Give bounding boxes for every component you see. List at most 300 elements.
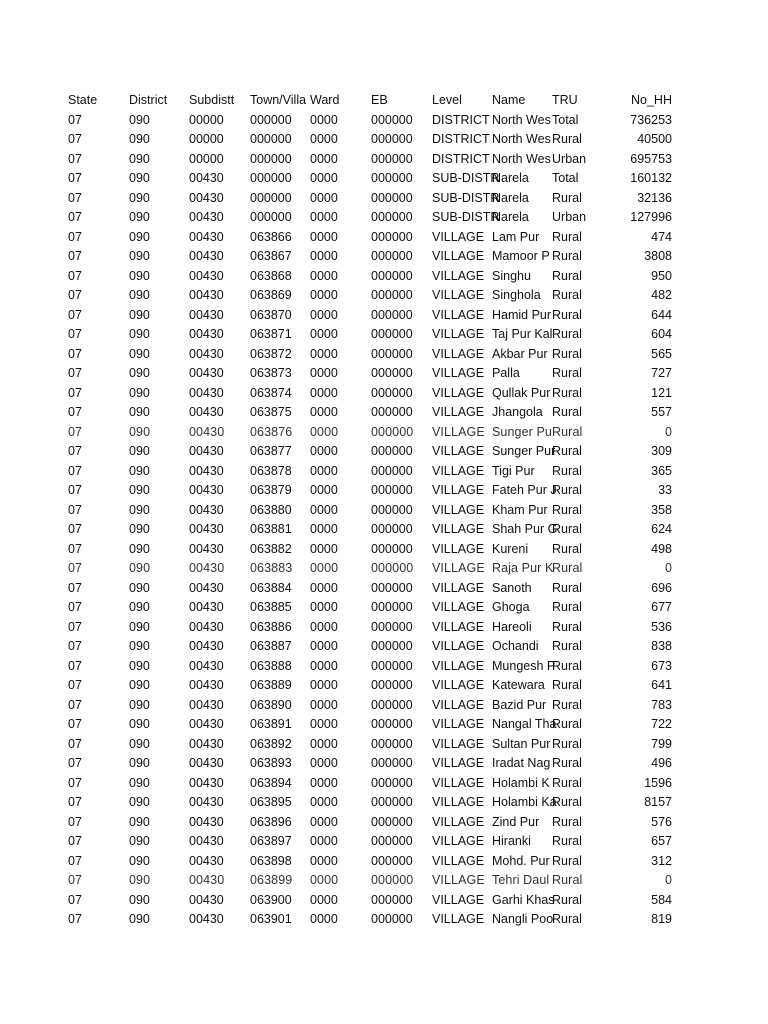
- cell-district: 090: [129, 814, 150, 829]
- cell-tru: Rural: [552, 502, 582, 517]
- cell-state: 07: [68, 619, 82, 634]
- cell-district: 090: [129, 736, 150, 751]
- cell-ward: 0000: [310, 892, 338, 907]
- cell-level: VILLAGE: [432, 327, 485, 341]
- cell-eb: 000000: [371, 541, 413, 556]
- cell-level: VILLAGE: [432, 444, 485, 458]
- cell-no-hh: 32136: [637, 190, 672, 205]
- cell-ward: 0000: [310, 483, 338, 497]
- cell-ward: 0000: [310, 697, 338, 712]
- cell-ward: 0000: [310, 600, 338, 614]
- cell-ward: 0000: [310, 463, 338, 478]
- cell-town-village: 063897: [250, 834, 292, 848]
- cell-district: 090: [129, 366, 150, 380]
- cell-town-village: 063901: [250, 912, 292, 926]
- cell-subdistt: 00430: [189, 600, 224, 614]
- cell-level: VILLAGE: [432, 697, 485, 712]
- cell-district: 090: [129, 229, 150, 244]
- cell-name: Mungesh P: [492, 658, 556, 673]
- cell-ward: 0000: [310, 522, 338, 536]
- cell-eb: 000000: [371, 522, 413, 536]
- cell-no-hh: 0: [664, 561, 672, 575]
- cell-tru: Rural: [552, 132, 582, 146]
- cell-tru: Rural: [552, 561, 583, 575]
- cell-state: 07: [68, 834, 82, 848]
- cell-state: 07: [68, 268, 82, 283]
- cell-level: VILLAGE: [432, 834, 485, 848]
- table-row: [0, 891, 768, 911]
- cell-no-hh: 309: [651, 444, 672, 458]
- cell-name: Nangal Tha: [492, 717, 557, 731]
- cell-level: VILLAGE: [432, 229, 485, 244]
- table-row: [0, 364, 768, 384]
- table-row: [0, 774, 768, 794]
- cell-town-village: 063883: [250, 561, 293, 575]
- table-row: [0, 345, 768, 365]
- table-row: [0, 559, 768, 579]
- cell-eb: 000000: [371, 873, 414, 887]
- cell-eb: 000000: [371, 717, 413, 731]
- cell-district: 090: [129, 502, 150, 517]
- cell-subdistt: 00430: [189, 541, 224, 556]
- cell-town-village: 063881: [250, 522, 292, 536]
- cell-no-hh: 557: [651, 405, 672, 419]
- cell-district: 090: [129, 151, 150, 166]
- cell-no-hh: 3808: [644, 249, 672, 263]
- cell-level: VILLAGE: [432, 561, 485, 575]
- cell-district: 090: [129, 190, 150, 205]
- cell-name: Bazid Pur: [492, 697, 547, 712]
- cell-subdistt: 00430: [189, 619, 224, 634]
- cell-state: 07: [68, 522, 82, 536]
- cell-state: 07: [68, 288, 82, 302]
- cell-state: 07: [68, 190, 82, 205]
- cell-name: Kureni: [492, 541, 529, 556]
- cell-district: 090: [129, 756, 150, 770]
- cell-name: Nangli Poo: [492, 912, 554, 926]
- cell-no-hh: 695753: [630, 151, 672, 166]
- cell-district: 090: [129, 385, 150, 400]
- cell-subdistt: 00430: [189, 561, 225, 575]
- cell-subdistt: 00430: [189, 366, 224, 380]
- cell-eb: 000000: [371, 561, 414, 575]
- cell-no-hh: 496: [651, 756, 672, 770]
- cell-eb: 000000: [371, 483, 413, 497]
- table-row: [0, 111, 768, 131]
- table-row: [0, 384, 768, 404]
- cell-ward: 0000: [310, 658, 338, 673]
- cell-eb: 000000: [371, 346, 413, 361]
- cell-tru: Rural: [552, 366, 582, 380]
- column-header-subdistt: Subdistt: [189, 93, 235, 107]
- cell-eb: 000000: [371, 756, 413, 770]
- cell-eb: 000000: [371, 210, 413, 224]
- cell-name: Katewara: [492, 678, 545, 692]
- cell-tru: Rural: [552, 229, 582, 244]
- cell-level: VILLAGE: [432, 288, 485, 302]
- cell-district: 090: [129, 892, 150, 907]
- table-row: [0, 852, 768, 872]
- cell-level: VILLAGE: [432, 463, 485, 478]
- cell-subdistt: 00430: [189, 288, 224, 302]
- cell-tru: Rural: [552, 385, 582, 400]
- cell-name: Lam Pur: [492, 229, 540, 244]
- cell-town-village: 000000: [250, 132, 292, 146]
- cell-level: VILLAGE: [432, 736, 485, 751]
- cell-no-hh: 799: [651, 736, 672, 751]
- cell-ward: 0000: [310, 795, 338, 809]
- column-header-no-hh: No_HH: [631, 93, 672, 107]
- cell-subdistt: 00430: [189, 697, 224, 712]
- cell-state: 07: [68, 658, 82, 673]
- cell-ward: 0000: [310, 210, 338, 224]
- cell-tru: Rural: [552, 288, 582, 302]
- cell-no-hh: 584: [651, 892, 672, 907]
- cell-ward: 0000: [310, 834, 338, 848]
- cell-town-village: 063880: [250, 502, 292, 517]
- cell-name: Fateh Pur J: [492, 483, 557, 497]
- cell-name: Holambi K: [492, 775, 550, 790]
- cell-district: 090: [129, 112, 150, 127]
- table-row: [0, 696, 768, 716]
- cell-ward: 0000: [310, 502, 338, 517]
- cell-name: Palla: [492, 366, 520, 380]
- cell-ward: 0000: [310, 346, 338, 361]
- cell-level: VILLAGE: [432, 600, 485, 614]
- cell-no-hh: 160132: [630, 171, 672, 185]
- table-row: [0, 150, 768, 170]
- cell-state: 07: [68, 775, 82, 790]
- cell-ward: 0000: [310, 190, 338, 205]
- table-row: [0, 598, 768, 618]
- cell-district: 090: [129, 522, 150, 536]
- cell-eb: 000000: [371, 444, 413, 458]
- cell-state: 07: [68, 814, 82, 829]
- cell-eb: 000000: [371, 658, 413, 673]
- cell-name: Hareoli: [492, 619, 532, 634]
- cell-no-hh: 40500: [637, 132, 672, 146]
- cell-state: 07: [68, 444, 82, 458]
- cell-ward: 0000: [310, 541, 338, 556]
- cell-subdistt: 00430: [189, 405, 224, 419]
- cell-eb: 000000: [371, 288, 413, 302]
- cell-subdistt: 00430: [189, 853, 224, 868]
- cell-town-village: 063887: [250, 639, 292, 653]
- cell-eb: 000000: [371, 249, 413, 263]
- cell-tru: Rural: [552, 873, 583, 887]
- cell-tru: Rural: [552, 697, 582, 712]
- cell-tru: Rural: [552, 736, 582, 751]
- cell-level: VILLAGE: [432, 619, 485, 634]
- cell-eb: 000000: [371, 795, 413, 809]
- cell-state: 07: [68, 736, 82, 751]
- cell-name: Garhi Khas: [492, 892, 555, 907]
- cell-no-hh: 657: [651, 834, 672, 848]
- cell-level: VILLAGE: [432, 346, 485, 361]
- cell-no-hh: 677: [651, 600, 672, 614]
- cell-district: 090: [129, 171, 150, 185]
- cell-level: VILLAGE: [432, 814, 485, 829]
- cell-name: Iradat Nag: [492, 756, 551, 770]
- cell-district: 090: [129, 619, 150, 634]
- cell-name: Hiranki: [492, 834, 531, 848]
- cell-level: VILLAGE: [432, 912, 485, 926]
- table-row: [0, 130, 768, 150]
- cell-no-hh: 696: [651, 580, 672, 595]
- cell-subdistt: 00430: [189, 210, 224, 224]
- cell-subdistt: 00430: [189, 483, 224, 497]
- cell-tru: Rural: [552, 268, 582, 283]
- table-row: [0, 462, 768, 482]
- cell-level: VILLAGE: [432, 873, 485, 887]
- cell-no-hh: 0: [664, 873, 672, 887]
- table-row: [0, 189, 768, 209]
- cell-ward: 0000: [310, 814, 338, 829]
- cell-name: Mamoor P: [492, 249, 550, 263]
- cell-district: 090: [129, 463, 150, 478]
- cell-subdistt: 00430: [189, 736, 224, 751]
- cell-level: VILLAGE: [432, 639, 485, 653]
- table-row: [0, 754, 768, 774]
- cell-district: 090: [129, 853, 150, 868]
- cell-town-village: 063888: [250, 658, 292, 673]
- table-body: [0, 111, 768, 930]
- cell-district: 090: [129, 346, 150, 361]
- cell-town-village: 063899: [250, 873, 293, 887]
- cell-ward: 0000: [310, 307, 338, 322]
- cell-state: 07: [68, 171, 82, 185]
- cell-name: Singhu: [492, 268, 531, 283]
- cell-town-village: 000000: [250, 151, 292, 166]
- cell-eb: 000000: [371, 366, 413, 380]
- cell-town-village: 063884: [250, 580, 292, 595]
- column-header-district: District: [129, 93, 168, 107]
- table-row: [0, 871, 768, 891]
- cell-subdistt: 00430: [189, 424, 225, 439]
- cell-ward: 0000: [310, 229, 338, 244]
- cell-level: SUB-DISTR: [432, 210, 500, 224]
- cell-ward: 0000: [310, 580, 338, 595]
- cell-name: Qullak Pur: [492, 385, 551, 400]
- cell-town-village: 063898: [250, 853, 292, 868]
- cell-name: Shah Pur G: [492, 522, 558, 536]
- cell-level: SUB-DISTR: [432, 190, 500, 205]
- cell-subdistt: 00430: [189, 307, 224, 322]
- cell-state: 07: [68, 132, 82, 146]
- cell-state: 07: [68, 541, 82, 556]
- cell-district: 090: [129, 912, 150, 926]
- table-row: [0, 423, 768, 443]
- cell-level: DISTRICT: [432, 112, 490, 127]
- cell-tru: Rural: [552, 483, 582, 497]
- cell-name: Sunger Pur: [492, 444, 556, 458]
- cell-level: VILLAGE: [432, 268, 485, 283]
- table-row: [0, 501, 768, 521]
- cell-eb: 000000: [371, 405, 413, 419]
- cell-level: VILLAGE: [432, 541, 485, 556]
- table-row: [0, 286, 768, 306]
- cell-tru: Urban: [552, 210, 587, 224]
- cell-subdistt: 00430: [189, 756, 224, 770]
- cell-tru: Rural: [552, 775, 582, 790]
- cell-no-hh: 950: [651, 268, 672, 283]
- table-row: [0, 208, 768, 228]
- cell-eb: 000000: [371, 639, 413, 653]
- cell-ward: 0000: [310, 717, 338, 731]
- cell-name: Sanoth: [492, 580, 532, 595]
- cell-state: 07: [68, 502, 82, 517]
- cell-subdistt: 00430: [189, 639, 224, 653]
- cell-tru: Rural: [552, 892, 582, 907]
- cell-state: 07: [68, 580, 82, 595]
- cell-town-village: 063869: [250, 288, 292, 302]
- cell-subdistt: 00430: [189, 268, 224, 283]
- cell-level: VILLAGE: [432, 366, 485, 380]
- cell-district: 090: [129, 775, 150, 790]
- cell-town-village: 063896: [250, 814, 292, 829]
- cell-tru: Rural: [552, 444, 582, 458]
- cell-ward: 0000: [310, 912, 338, 926]
- column-header-ward: Ward: [310, 93, 340, 107]
- cell-district: 090: [129, 483, 150, 497]
- cell-state: 07: [68, 853, 82, 868]
- cell-district: 090: [129, 658, 150, 673]
- cell-state: 07: [68, 249, 82, 263]
- cell-state: 07: [68, 151, 82, 166]
- cell-no-hh: 1596: [644, 775, 672, 790]
- cell-state: 07: [68, 405, 82, 419]
- cell-state: 07: [68, 366, 82, 380]
- cell-ward: 0000: [310, 171, 338, 185]
- cell-eb: 000000: [371, 736, 413, 751]
- cell-name: North Wes: [492, 151, 551, 166]
- cell-subdistt: 00000: [189, 112, 224, 127]
- cell-eb: 000000: [371, 327, 413, 341]
- table-row: [0, 442, 768, 462]
- cell-town-village: 063882: [250, 541, 292, 556]
- cell-state: 07: [68, 717, 82, 731]
- cell-no-hh: 0: [664, 424, 672, 439]
- cell-town-village: 063874: [250, 385, 292, 400]
- cell-subdistt: 00430: [189, 346, 224, 361]
- cell-subdistt: 00430: [189, 229, 224, 244]
- cell-subdistt: 00430: [189, 249, 224, 263]
- cell-district: 090: [129, 444, 150, 458]
- cell-tru: Rural: [552, 619, 582, 634]
- cell-subdistt: 00430: [189, 678, 224, 692]
- cell-ward: 0000: [310, 853, 338, 868]
- cell-ward: 0000: [310, 424, 339, 439]
- cell-tru: Rural: [552, 600, 582, 614]
- cell-no-hh: 33: [658, 483, 672, 497]
- cell-ward: 0000: [310, 288, 338, 302]
- cell-level: SUB-DISTR: [432, 171, 500, 185]
- cell-name: Ghoga: [492, 600, 530, 614]
- cell-tru: Total: [552, 112, 579, 127]
- cell-no-hh: 819: [651, 912, 672, 926]
- cell-name: Narela: [492, 190, 529, 205]
- cell-district: 090: [129, 249, 150, 263]
- cell-state: 07: [68, 385, 82, 400]
- cell-no-hh: 604: [651, 327, 672, 341]
- cell-ward: 0000: [310, 366, 338, 380]
- cell-level: VILLAGE: [432, 892, 485, 907]
- table-row: [0, 715, 768, 735]
- cell-district: 090: [129, 600, 150, 614]
- table-row: [0, 637, 768, 657]
- cell-name: Narela: [492, 210, 529, 224]
- cell-no-hh: 498: [651, 541, 672, 556]
- cell-name: North Wes: [492, 112, 551, 127]
- cell-eb: 000000: [371, 600, 413, 614]
- cell-state: 07: [68, 483, 82, 497]
- cell-ward: 0000: [310, 736, 338, 751]
- cell-town-village: 063878: [250, 463, 292, 478]
- cell-level: VILLAGE: [432, 483, 485, 497]
- cell-state: 07: [68, 424, 83, 439]
- table-row: [0, 676, 768, 696]
- cell-district: 090: [129, 834, 150, 848]
- cell-eb: 000000: [371, 814, 413, 829]
- cell-town-village: 063900: [250, 892, 292, 907]
- cell-town-village: 000000: [250, 112, 292, 127]
- cell-town-village: 063893: [250, 756, 292, 770]
- header-row: [0, 91, 768, 111]
- table-row: [0, 540, 768, 560]
- table-row: [0, 247, 768, 267]
- cell-no-hh: 624: [651, 522, 672, 536]
- cell-eb: 000000: [371, 619, 413, 634]
- cell-town-village: 063892: [250, 736, 292, 751]
- cell-ward: 0000: [310, 268, 338, 283]
- cell-district: 090: [129, 580, 150, 595]
- cell-ward: 0000: [310, 873, 339, 887]
- cell-subdistt: 00430: [189, 775, 224, 790]
- cell-state: 07: [68, 463, 82, 478]
- cell-no-hh: 783: [651, 697, 672, 712]
- cell-no-hh: 641: [651, 678, 672, 692]
- cell-tru: Rural: [552, 327, 582, 341]
- column-header-town-village: Town/Villa: [250, 93, 307, 107]
- cell-no-hh: 127996: [630, 210, 672, 224]
- cell-name: Tigi Pur: [492, 463, 535, 478]
- cell-district: 090: [129, 561, 151, 575]
- cell-no-hh: 644: [651, 307, 672, 322]
- cell-level: VILLAGE: [432, 775, 485, 790]
- cell-level: VILLAGE: [432, 580, 485, 595]
- cell-no-hh: 358: [651, 502, 672, 517]
- cell-tru: Rural: [552, 522, 582, 536]
- cell-district: 090: [129, 541, 150, 556]
- cell-district: 090: [129, 697, 150, 712]
- cell-tru: Rural: [552, 678, 582, 692]
- cell-tru: Rural: [552, 756, 582, 770]
- cell-ward: 0000: [310, 112, 338, 127]
- cell-district: 090: [129, 873, 151, 887]
- cell-eb: 000000: [371, 307, 413, 322]
- cell-state: 07: [68, 912, 82, 926]
- cell-town-village: 063866: [250, 229, 292, 244]
- cell-town-village: 063875: [250, 405, 292, 419]
- cell-name: Sultan Pur: [492, 736, 551, 751]
- table-row: [0, 267, 768, 287]
- column-header-name: Name: [492, 93, 526, 107]
- cell-town-village: 063886: [250, 619, 292, 634]
- cell-eb: 000000: [371, 502, 413, 517]
- column-header-eb: EB: [371, 93, 388, 107]
- cell-tru: Rural: [552, 405, 582, 419]
- cell-subdistt: 00430: [189, 385, 224, 400]
